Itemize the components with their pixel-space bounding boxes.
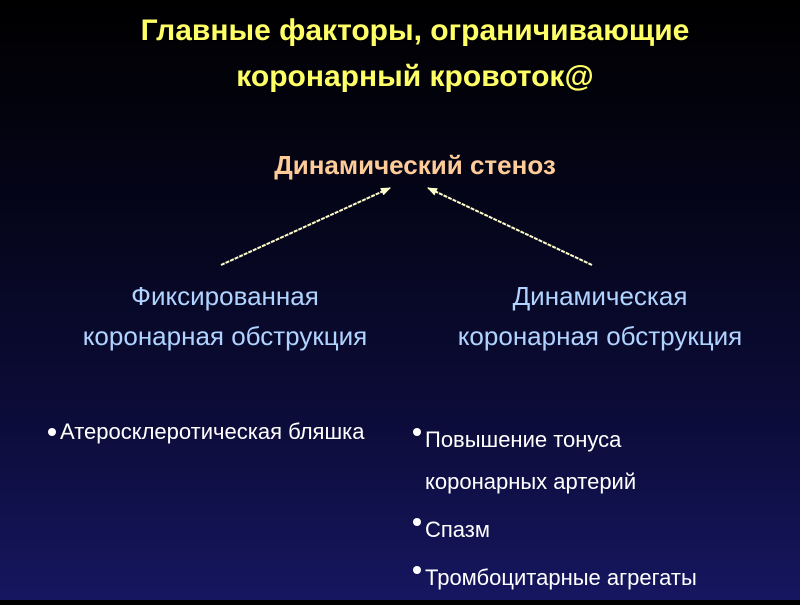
right-bullet-item xyxy=(413,419,697,503)
left-title-line2: коронарная обструкция xyxy=(82,321,368,351)
left-column-title xyxy=(40,276,410,356)
left-bullet-list xyxy=(48,419,364,445)
right-title-line2: коронарная обструкция xyxy=(457,321,743,351)
right-bullet-item xyxy=(413,557,697,599)
left-bullet-item: Атеросклеротическая бляшка xyxy=(48,419,364,445)
arrow-left xyxy=(221,188,390,265)
slide-title-line2: коронарный кровоток@ xyxy=(236,60,594,93)
right-column-title xyxy=(412,276,788,356)
center-node: Динамический стеноз xyxy=(274,150,556,180)
left-title-line1: Фиксированная xyxy=(131,281,319,311)
right-bullet-3: Тромбоцитарные агрегаты xyxy=(425,565,697,590)
slide-title-line1: Главные факторы, ограничивающие xyxy=(140,14,690,47)
right-bullet-2: Спазм xyxy=(425,517,491,542)
right-bullet-1-line2: коронарных артерий xyxy=(425,469,637,494)
arrow-right xyxy=(428,188,592,265)
right-bullet-list xyxy=(413,419,697,605)
right-title-line1: Динамическая xyxy=(512,281,688,311)
right-bullet-item xyxy=(413,509,697,551)
right-bullet-1-line1: Повышение тонуса xyxy=(425,427,622,452)
